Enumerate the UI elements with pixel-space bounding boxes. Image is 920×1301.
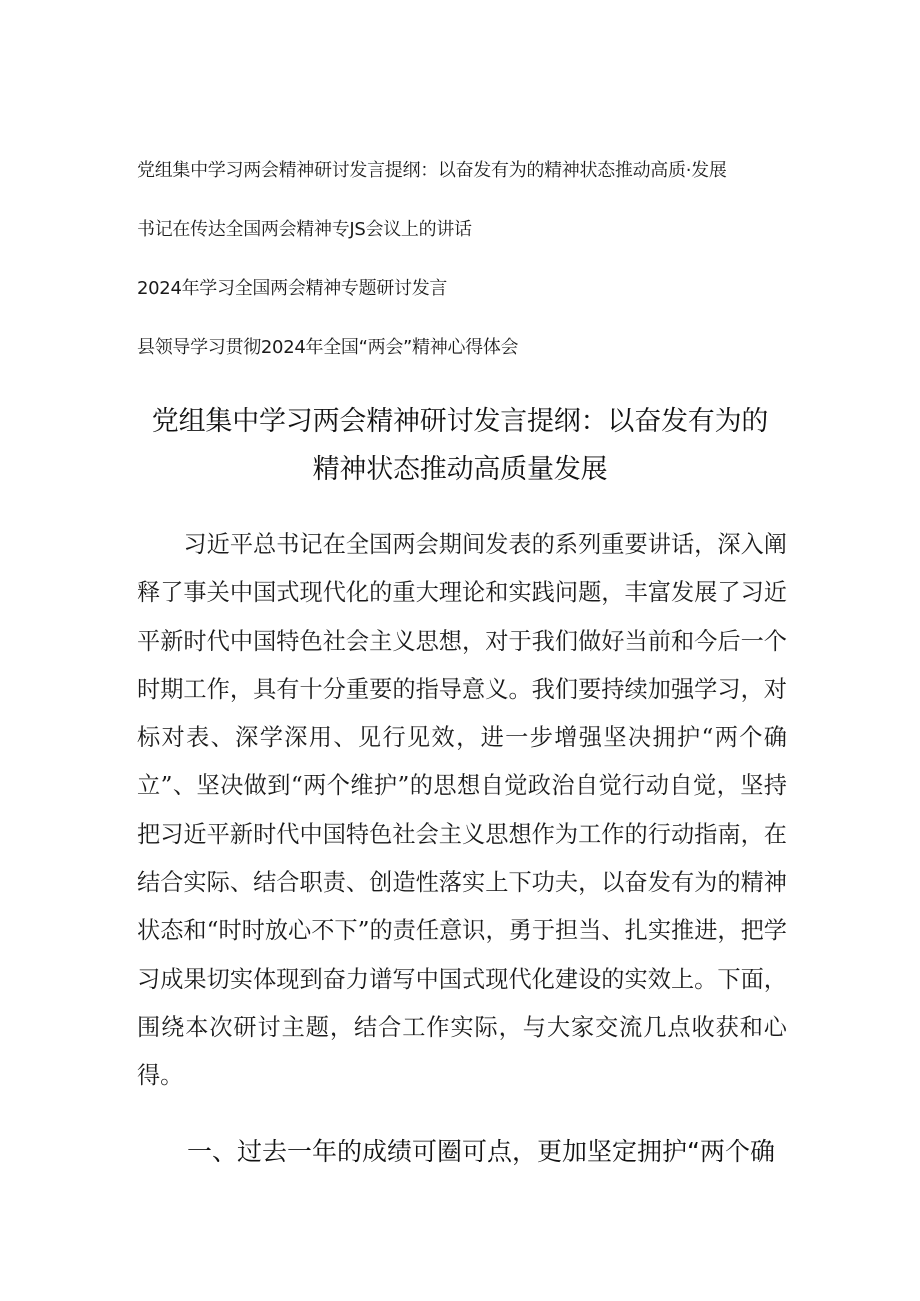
table-of-contents: [137, 158, 837, 394]
document-title-line-2: 精神状态推动高质量发展: [312, 454, 608, 485]
section-heading-1: 一、过去一年的成绩可圈可点，更加坚定拥护“两个确: [187, 1137, 775, 1166]
document-title-line-1: 党组集中学习两会精神研讨发言提纲：以奋发有为的: [151, 406, 769, 437]
intro-paragraph: 习近平总书记在全国两会期间发表的系列重要讲话，深入阐释了事关中国式现代化的重大理论和实践问题，丰富发展了习近平新时代中国特色社会主义思想，对于我们做好当前和今后一个时期工作，具有十分重要的指导意义。我们要持续加强学习，对标对表、深学深用、见行见效，进一步增强坚决拥护“两个确立”、坚决做到“两个维护”的思想自觉政治自觉行动自觉，坚持把习近平新时代中国特色社会主义思想作为工作的行动指南，在结合实际、结合职责、创造性落实上下功夫，以奋发有为的精神状态和“时时放心不下”的责任意识，勇于担当、扎实推进，把学习成果切实体现到奋力谱写中国式现代化建设的实效上。下面，围绕本次研讨主题，结合工作实际，与大家交流几点收获和心得。: [137, 531, 787, 1090]
toc-item-3: 2024年学习全国两会精神专题研讨发言: [137, 278, 448, 299]
toc-item-4: 县领导学习贯彻2024年全国“两会”精神心得体会: [137, 337, 519, 358]
toc-item-2: 书记在传达全国两会精神专JS会议上的讲话: [137, 219, 472, 240]
toc-item-1: 党组集中学习两会精神研讨发言提纲：以奋发有为的精神状态推动高质·发展: [137, 160, 727, 181]
document-title: [110, 398, 810, 494]
